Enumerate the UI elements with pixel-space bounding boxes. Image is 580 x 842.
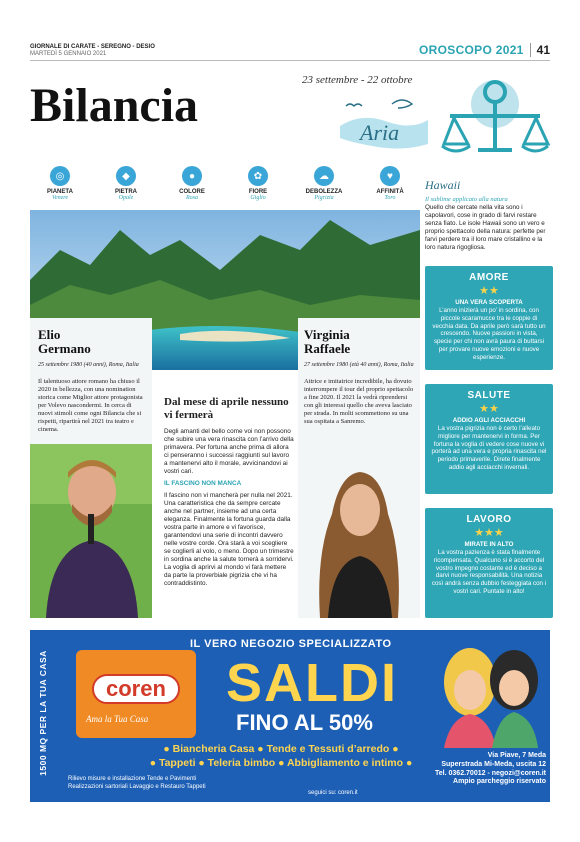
article-subhead: IL FASCINO NON MANCA (164, 480, 242, 487)
celebrity-info: 25 settembre 1980 (40 anni), Roma, Italia (38, 362, 139, 368)
attribute-affinity (360, 166, 420, 201)
ad-address-line: Ampio parcheggio riservato (453, 778, 546, 786)
section-header (419, 43, 550, 57)
card-body: La vostra pigrizia non è certo l’alleato migliore per mantenervi in forma. Per fortuna la voglia di vedere cose nuove vi porterà ad una vera e propria rinascita nel periodo primaverile. Direte finalmente addio agli acciacchi invernali. (431, 425, 547, 471)
celebrity-text: Attrice e imitatrice incredibile, ha dovuto interrompere il tour del proprio spettacolo a fine 2020. Il 2021 la vedrà riprendersi con gli interessi quello che aveva lasciato per strada. In molti scommettono su una sua ospitata a Sanremo. (304, 377, 414, 425)
card-title: AMORE (469, 272, 509, 283)
card-body: L’anno inizierà un po’ in sordina, con piccole scaramucce tra le coppie di vecchia data. Da aprile però sarà tutto un crescendo. Nuove passioni in vista, specie per chi non avrà paura di buttarsi per provare nuove emozioni e nuove esperienze. (432, 307, 546, 361)
ad-headline: SALDI (226, 653, 398, 713)
ad-tagline: IL VERO NEGOZIO SPECIALIZZATO (190, 638, 392, 650)
article-body (164, 428, 294, 592)
attribute-label: PIETRA (114, 189, 137, 195)
attribute-flower (228, 166, 288, 201)
ad-social-link[interactable]: seguici su: coren.it (308, 790, 358, 796)
card-body: La vostra pazienza è stata finalmente ricompensata. Qualcuno si è accorto del vostro impegno costante ed è deciso a darvi nuove responsabilità. Una notizia così andrà senza dubbio festeggiata con i vostri cari. Puntate in alto! (431, 549, 547, 595)
card-headline: MIRATE IN ALTO (464, 541, 514, 548)
ad-contact[interactable]: Tel. 0362.70012 - negozi@coren.it (435, 769, 546, 777)
celebrity-info: 27 settembre 1980 (età 40 anni), Roma, Italia (304, 362, 414, 368)
planet-icon: ◎ (50, 166, 70, 186)
attribute-label: PIANETA (47, 189, 73, 195)
destination-text: Quello che cercate nella vita sono i capolavori, cose in grado di farvi restare senza fiato. Le isole Hawaii sono un vero e proprio spettacolo della natura: perfette per farvi perdere tra il loro mare cristallino e la loro natura rigogliosa. (425, 204, 546, 251)
brand-slogan: Ama la Tua Casa (86, 714, 149, 724)
ad-vertical-text: 1500 MQ PER LA TUA CASA (38, 650, 48, 776)
card-title: SALUTE (467, 390, 511, 401)
ad-service-line: Rilievo misure e installazione Tende e Pavimenti (68, 776, 197, 782)
card-headline: UNA VERA SCOPERTA (455, 299, 523, 306)
celebrity-name-first: Virginia (304, 327, 350, 342)
ad-discount: FINO AL 50% (236, 710, 373, 735)
attribute-value: Giglio (250, 195, 266, 201)
publication-date: MARTEDÌ 5 GENNAIO 2021 (30, 51, 107, 57)
publication-name: GIORNALE DI CARATE - SEREGNO - DESIO (30, 44, 155, 50)
heart-icon: ♥ (380, 166, 400, 186)
attribute-value: Toro (384, 195, 396, 201)
ad-address-line: Superstrada Mi-Meda, uscita 12 (441, 760, 546, 768)
celebrity-name-last: Raffaele (304, 341, 351, 356)
section-title: OROSCOPO 2021 (419, 43, 524, 57)
sign-dates: 23 settembre - 22 ottobre (302, 74, 413, 86)
attribute-weakness (294, 166, 354, 201)
ad-vertical-strip (30, 630, 56, 802)
brand-logo: coren (92, 674, 180, 704)
flower-icon: ✿ (248, 166, 268, 186)
attribute-label: FIORE (248, 189, 268, 195)
attribute-label: AFFINITÀ (376, 189, 404, 195)
ad-address (414, 752, 546, 787)
publication-header (30, 44, 155, 58)
attribute-value: Opale (118, 195, 134, 201)
ad-illustration-women (430, 632, 548, 748)
destination-subtitle: Il sublime applicato alla natura (425, 196, 508, 203)
sign-attributes (30, 166, 420, 201)
forecast-card-work (425, 508, 553, 618)
attribute-label: DEBOLEZZA (305, 189, 343, 195)
attribute-value: Pigrizia (314, 195, 334, 201)
ad-categories-line: ● Tappeti ● Teleria bimbo ● Abbigliamento e intimo ● (149, 757, 413, 769)
ad-service-line: Realizzazioni sartoriali Lavaggio e Restauro Tappeti (68, 783, 206, 790)
celebrity-name-first: Elio (38, 327, 61, 342)
article-title: Dal mese di aprile nessuno vi fermerà (164, 396, 289, 421)
card-headline: ADDIO AGLI ACCIACCHI (452, 417, 526, 424)
article-paragraph: Degli amanti del bello come voi non possono che subire una vera rinascita con l’arrivo della primavera. Per fortuna anche prima di allora ci penseranno i successi raggiunti sul lavoro a mantenervi alto il morale, avvicinandovi ai vostri cari. (164, 428, 294, 475)
sloth-icon: ☁ (314, 166, 334, 186)
attribute-color (162, 166, 222, 201)
star-rating: ★★★ (474, 527, 504, 539)
attribute-planet (30, 166, 90, 201)
attribute-value: Rosa (186, 195, 198, 201)
celebrity-panel-right (298, 318, 420, 618)
card-title: LAVORO (466, 514, 512, 525)
forecast-card-health (425, 384, 553, 494)
header-divider (30, 60, 550, 61)
ad-services (68, 776, 206, 791)
article-paragraph: Il fascino non vi mancherà per nulla nel 2021. Una caratteristica che da sempre cercate anche nel partner, insieme ad una certa eleganza. Finalmente la fortuna guarda dalla vostra parte in amore e vi favorisce, garantendovi una serie di incontri davvero nelle vostre corde. Ora starà a voi scegliere se coglierli al volo, o meno. Dopo un trimestre in sordina anche la salute tornerà a sorridervi. La voglia di aprirvi al mondo vi farà mettere da parte la proverbiale pigrizia che vi ha contraddistinto. (164, 492, 294, 587)
element-name: Aria (360, 120, 400, 145)
star-rating: ★★ (479, 403, 499, 415)
gem-icon: ◆ (116, 166, 136, 186)
sign-title: Bilancia (30, 79, 199, 132)
celebrity-photo-left (30, 444, 152, 618)
celebrity-text: Il talentuoso attore romano ha chiuso il 2020 in bellezza, con una nomination storica come Miglior attore protagonista per Volevo nascondermi. In cerca di nuovi stimoli come ogni Bilancia che si rispetti, ripartirà nel 2021 tra teatro e cinema. (38, 377, 143, 433)
advertisement-banner[interactable] (30, 630, 550, 802)
attribute-value: Venere (51, 195, 69, 201)
celebrity-panel-left (30, 318, 152, 618)
palette-icon: ● (182, 166, 202, 186)
ad-address-line: Via Piave, 7 Meda (487, 752, 546, 759)
page-number: 41 (530, 43, 550, 57)
celebrity-name-last: Germano (38, 341, 91, 356)
celebrity-photo-right (298, 444, 420, 618)
attribute-label: COLORE (179, 189, 205, 195)
libra-scale-icon (440, 70, 550, 175)
star-rating: ★★ (479, 285, 499, 297)
attribute-stone (96, 166, 156, 201)
destination-title: Hawaii (425, 178, 461, 192)
ad-categories-line: ● Biancheria Casa ● Tende e Tessuti d’arredo ● (163, 743, 399, 755)
forecast-card-love (425, 266, 553, 370)
